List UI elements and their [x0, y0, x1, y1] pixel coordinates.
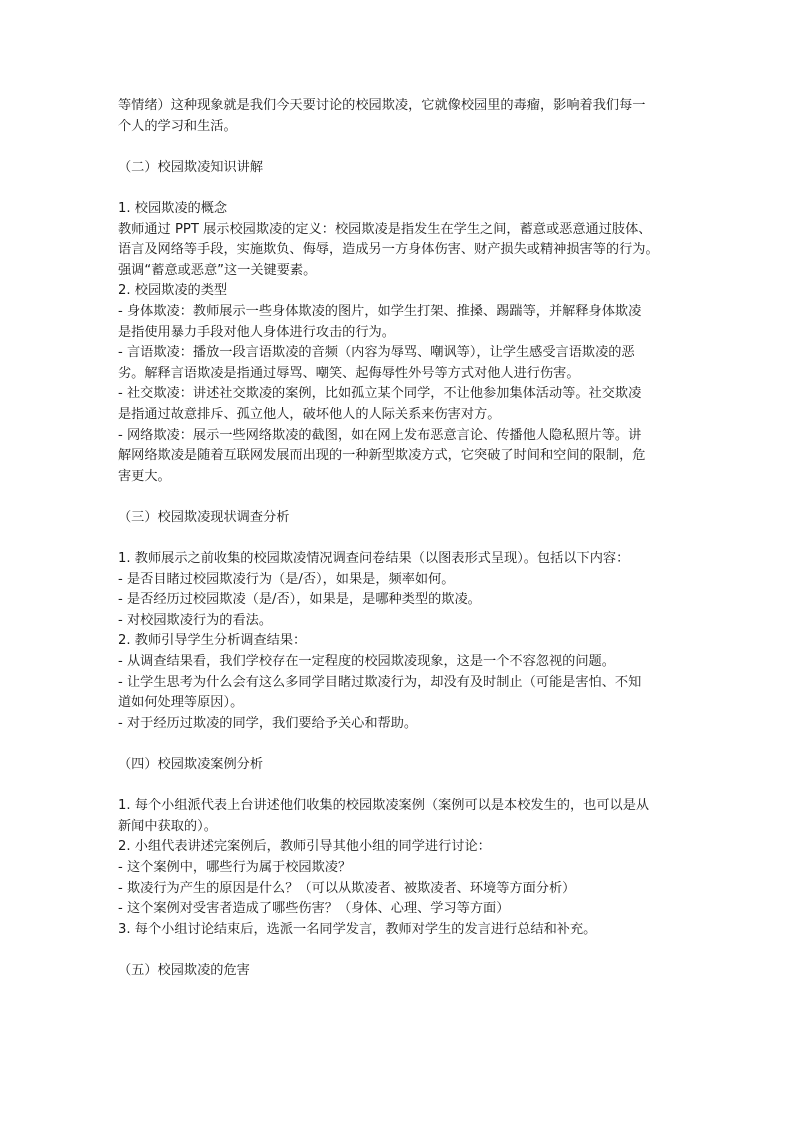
text-line: - 身体欺凌：教师展示一些身体欺凌的图片，如学生打架、推搡、踢踹等，并解释身体欺凌: [118, 303, 642, 319]
intro-paragraph: [118, 96, 682, 137]
text-line: 2. 教师引导学生分析调查结果：: [118, 633, 307, 649]
text-line: 3. 每个小组讨论结束后，选派一名同学发言，教师对学生的发言进行总结和补充。: [118, 921, 597, 937]
text-line: 解网络欺凌是随着互联网发展而出现的一种新型欺凌方式，它突破了时间和空间的限制，危: [118, 448, 646, 464]
text-line: 2. 校园欺凌的类型: [118, 283, 228, 299]
text-line: 新闻中获取的）。: [118, 818, 217, 834]
text-line: 道如何处理等原因）。: [118, 695, 244, 711]
section-heading-survey: （三）校园欺凌现状调查分析: [118, 509, 290, 525]
text-line: 1. 每个小组派代表上台讲述他们收集的校园欺凌案例（案例可以是本校发生的，也可以是从: [118, 798, 650, 814]
section-survey-body: [118, 549, 682, 734]
text-line: - 让学生思考为什么会有这么多同学目睹过欺凌行为，却没有及时制止（可能是害怕、不知: [118, 674, 642, 690]
text-line: 劣。解释言语欺凌是指通过辱骂、嘲笑、起侮辱性外号等方式对他人进行伤害。: [118, 365, 580, 381]
text-line: - 从调查结果看，我们学校存在一定程度的校园欺凌现象，这是一个不容忽视的问题。: [118, 654, 615, 670]
text-line: - 是否目睹过校园欺凌行为（是/否），如果是，频率如何。: [118, 571, 455, 587]
text-line: 教师通过 PPT 展示校园欺凌的定义：校园欺凌是指发生在学生之间，蓄意或恶意通过肢体、: [118, 221, 652, 237]
text-line: 1. 教师展示之前收集的校园欺凌情况调查问卷结果（以图表形式呈现）。包括以下内容：: [118, 551, 630, 567]
text-line: 个人的学习和生活。: [118, 118, 237, 134]
section-heading-harm: （五）校园欺凌的危害: [118, 962, 250, 978]
section-knowledge-body: [118, 199, 682, 487]
text-line: 等情绪）这种现象就是我们今天要讨论的校园欺凌，它就像校园里的毒瘤，影响着我们每一: [118, 98, 646, 113]
text-line: 强调“蓄意或恶意”这一关键要素。: [118, 262, 317, 278]
text-line: 1. 校园欺凌的概念: [118, 200, 228, 216]
text-line: - 是否经历过校园欺凌（是/否），如果是，是哪种类型的欺凌。: [118, 592, 481, 608]
text-line: 是指通过故意排斥、孤立他人，破坏他人的人际关系来伤害对方。: [118, 406, 501, 422]
text-line: - 这个案例对受害者造成了哪些伤害？（身体、心理、学习等方面）: [118, 901, 510, 917]
text-line: 2. 小组代表讲述完案例后，教师引导其他小组的同学进行讨论：: [118, 839, 491, 855]
text-line: - 这个案例中，哪些行为属于校园欺凌？: [118, 859, 352, 875]
section-cases-body: [118, 796, 682, 940]
document-page: [118, 96, 682, 982]
text-line: - 对于经历过欺凌的同学，我们要给予关心和帮助。: [118, 715, 418, 731]
text-line: 害更大。: [118, 468, 171, 484]
section-heading-cases: （四）校园欺凌案例分析: [118, 757, 264, 772]
text-line: 语言及网络等手段，实施欺负、侮辱，造成另一方身体伤害、财产损失或精神损害等的行为。: [118, 242, 659, 258]
section-heading-knowledge: （二）校园欺凌知识讲解: [118, 159, 264, 175]
text-line: - 言语欺凌：播放一段言语欺凌的音频（内容为辱骂、嘲讽等），让学生感受言语欺凌的恶: [118, 345, 635, 361]
text-line: - 社交欺凌：讲述社交欺凌的案例，比如孤立某个同学，不让他参加集体活动等。社交欺凌: [118, 386, 642, 402]
text-line: 是指使用暴力手段对他人身体进行攻击的行为。: [118, 324, 395, 340]
text-line: - 对校园欺凌行为的看法。: [118, 612, 273, 628]
text-line: - 网络欺凌：展示一些网络欺凌的截图，如在网上发布恶意言论、传播他人隐私照片等。讲: [118, 427, 642, 443]
text-line: - 欺凌行为产生的原因是什么？（可以从欺凌者、被欺凌者、环境等方面分析）: [118, 880, 576, 896]
